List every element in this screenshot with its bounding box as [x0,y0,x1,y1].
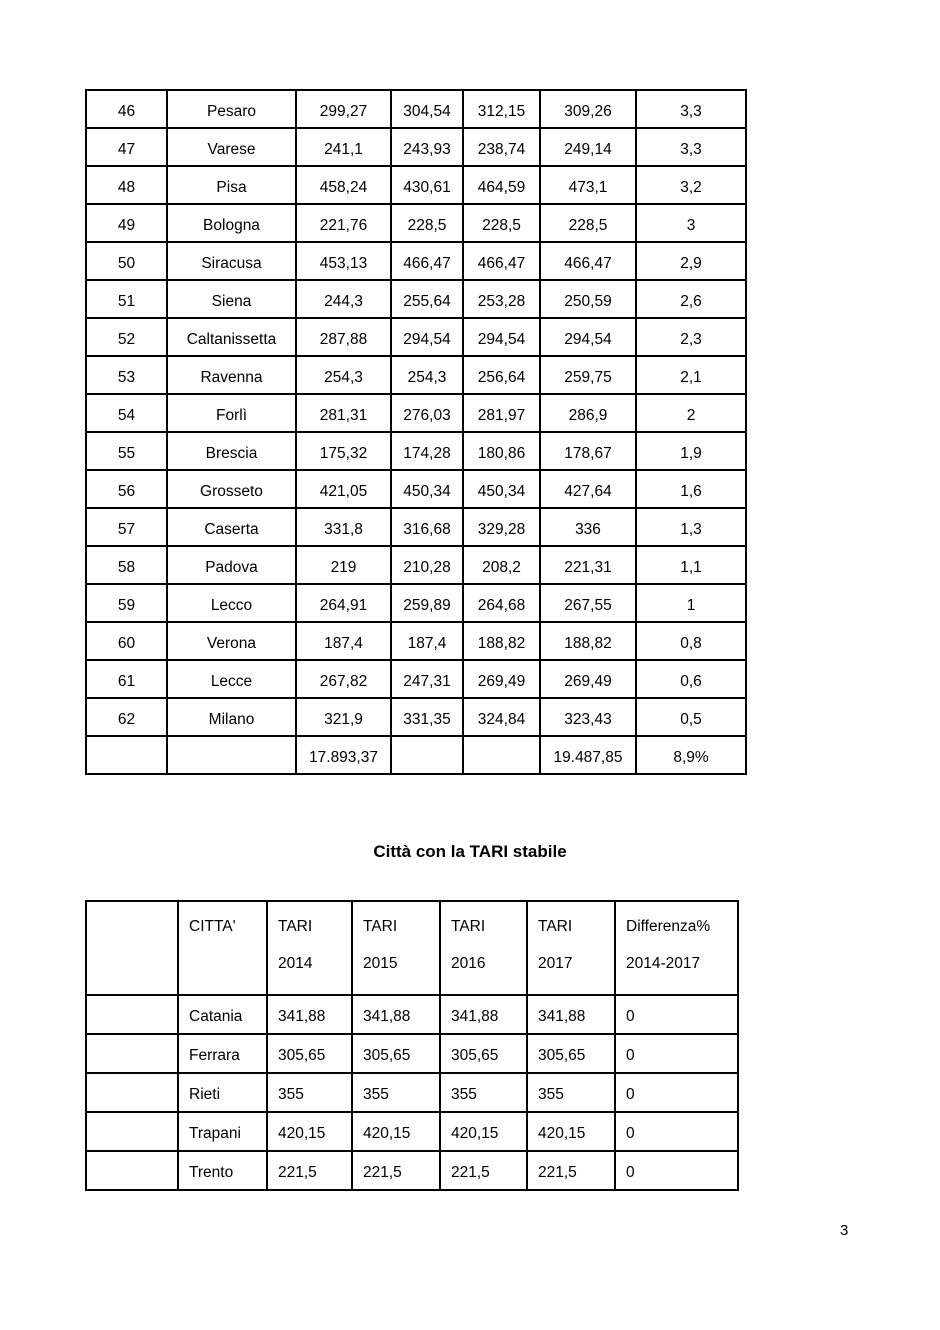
tari-stable-table-body [86,995,738,1190]
table-cell: Rieti [178,1073,267,1112]
table-cell: 281,31 [296,394,391,432]
table-cell [391,736,463,774]
table-cell: 341,88 [527,995,615,1034]
table-cell: Trento [178,1151,267,1190]
table-row [86,356,746,394]
table-cell: 253,28 [463,280,540,318]
table-row [86,90,746,128]
table-cell: 2 [636,394,746,432]
table-cell: 48 [86,166,167,204]
table-cell: 453,13 [296,242,391,280]
table-cell: 294,54 [463,318,540,356]
table-cell: 287,88 [296,318,391,356]
table-cell: Pisa [167,166,296,204]
table-row [86,432,746,470]
table-cell: 259,89 [391,584,463,622]
table-cell: 331,8 [296,508,391,546]
table-cell: 46 [86,90,167,128]
table-cell: 17.893,37 [296,736,391,774]
table-cell: 47 [86,128,167,166]
table-cell: 267,55 [540,584,636,622]
tari-ranking-table [85,89,747,775]
table-cell: 355 [267,1073,352,1112]
table-cell: 52 [86,318,167,356]
table-cell: 188,82 [463,622,540,660]
table-cell: 244,3 [296,280,391,318]
table-cell: 53 [86,356,167,394]
table-cell: 1,9 [636,432,746,470]
table-cell: 174,28 [391,432,463,470]
table-cell: 281,97 [463,394,540,432]
table-cell: 238,74 [463,128,540,166]
table-cell: 294,54 [391,318,463,356]
table-cell: 430,61 [391,166,463,204]
table-cell: 187,4 [296,622,391,660]
table-cell: 464,59 [463,166,540,204]
table-cell: 420,15 [527,1112,615,1151]
table-cell: Siracusa [167,242,296,280]
table-cell: 0 [615,995,738,1034]
table-cell: 267,82 [296,660,391,698]
table-cell: 2,6 [636,280,746,318]
table-cell: 450,34 [391,470,463,508]
table-cell: 299,27 [296,90,391,128]
table-cell: 247,31 [391,660,463,698]
table-cell: 55 [86,432,167,470]
table-cell: 269,49 [540,660,636,698]
table-row [86,1112,738,1151]
table-cell: Siena [167,280,296,318]
table-cell: 323,43 [540,698,636,736]
table-cell: Forlì [167,394,296,432]
table-cell [86,1112,178,1151]
table-cell: 50 [86,242,167,280]
table-cell: 269,49 [463,660,540,698]
table-cell: 420,15 [267,1112,352,1151]
table-cell: 466,47 [391,242,463,280]
table-cell: 316,68 [391,508,463,546]
table-cell: 341,88 [440,995,527,1034]
table-cell [86,1073,178,1112]
table-cell: 54 [86,394,167,432]
table-cell: Caltanissetta [167,318,296,356]
table-cell: Verona [167,622,296,660]
table-cell [167,736,296,774]
table-row [86,470,746,508]
table-cell: 221,5 [527,1151,615,1190]
table-cell: Lecco [167,584,296,622]
table-cell: 458,24 [296,166,391,204]
section-heading-tari-stabile: Città con la TARI stabile [373,842,567,861]
table-cell: 466,47 [540,242,636,280]
table-cell: 3,3 [636,128,746,166]
table-row [86,584,746,622]
table-cell: 221,76 [296,204,391,242]
table-row [86,1151,738,1190]
table-cell: 0,6 [636,660,746,698]
table-cell: 221,5 [440,1151,527,1190]
table-row [86,204,746,242]
table-cell: 466,47 [463,242,540,280]
table-cell: 59 [86,584,167,622]
table-cell: 259,75 [540,356,636,394]
table-cell: 250,59 [540,280,636,318]
table-cell: 187,4 [391,622,463,660]
table-cell: 56 [86,470,167,508]
table-cell: 421,05 [296,470,391,508]
table-cell: 221,5 [267,1151,352,1190]
table-cell: 355 [527,1073,615,1112]
table-row [86,1073,738,1112]
table-cell: 19.487,85 [540,736,636,774]
table-cell: Milano [167,698,296,736]
table-cell: 175,32 [296,432,391,470]
table-cell: 2,1 [636,356,746,394]
table-cell: Trapani [178,1112,267,1151]
table-cell: Differenza% 2014-2017 [615,901,738,995]
table-cell: 324,84 [463,698,540,736]
table-cell: 2,3 [636,318,746,356]
table-cell: 51 [86,280,167,318]
table-cell: 208,2 [463,546,540,584]
table-cell: TARI 2015 [352,901,440,995]
table-cell: 228,5 [463,204,540,242]
table-cell: 305,65 [440,1034,527,1073]
table-cell [86,736,167,774]
table-cell: 0,5 [636,698,746,736]
table-cell: 221,5 [352,1151,440,1190]
table-cell: Ferrara [178,1034,267,1073]
table-cell: Caserta [167,508,296,546]
table-cell [86,1034,178,1073]
table-cell: 355 [440,1073,527,1112]
table-cell: 264,68 [463,584,540,622]
table-cell: 8,9% [636,736,746,774]
table-cell: 58 [86,546,167,584]
table-cell [86,995,178,1034]
table-cell: 0 [615,1034,738,1073]
table-row [86,698,746,736]
table-cell: 309,26 [540,90,636,128]
table-cell: 178,67 [540,432,636,470]
table-cell: 329,28 [463,508,540,546]
table-cell: 241,1 [296,128,391,166]
table-row [86,546,746,584]
table-row [86,318,746,356]
table-row [86,1034,738,1073]
table-cell: CITTA' [178,901,267,995]
table-cell [86,1151,178,1190]
table-cell: 249,14 [540,128,636,166]
table-cell: 228,5 [540,204,636,242]
table-cell: 254,3 [391,356,463,394]
table-row [86,995,738,1034]
table-row [86,622,746,660]
table-row [86,508,746,546]
table-cell: 0 [615,1112,738,1151]
table-cell: 341,88 [267,995,352,1034]
table-cell: TARI 2017 [527,901,615,995]
table-cell: 305,65 [527,1034,615,1073]
table-cell: 331,35 [391,698,463,736]
table-cell: 450,34 [463,470,540,508]
table-cell: 341,88 [352,995,440,1034]
table-cell: 221,31 [540,546,636,584]
tari-stable-table [85,900,739,1191]
table-header-row [86,901,738,995]
table-cell: Padova [167,546,296,584]
table-cell: 3 [636,204,746,242]
table-cell: 60 [86,622,167,660]
table-cell: 1,1 [636,546,746,584]
table-cell: 254,3 [296,356,391,394]
table-cell: 1 [636,584,746,622]
table-cell: 294,54 [540,318,636,356]
table-row [86,128,746,166]
table-cell: 228,5 [391,204,463,242]
table-cell: 219 [296,546,391,584]
table-cell: Bologna [167,204,296,242]
table-cell: Catania [178,995,267,1034]
table-cell: 336 [540,508,636,546]
table-cell: 321,9 [296,698,391,736]
table-cell: 210,28 [391,546,463,584]
table-cell: 304,54 [391,90,463,128]
table-cell: 0,8 [636,622,746,660]
table-cell: 264,91 [296,584,391,622]
table-cell: 243,93 [391,128,463,166]
table-cell: 0 [615,1073,738,1112]
table-row [86,660,746,698]
table-cell: TARI 2016 [440,901,527,995]
table-cell: 420,15 [352,1112,440,1151]
table-cell: 473,1 [540,166,636,204]
table-cell [86,901,178,995]
table-cell: TARI 2014 [267,901,352,995]
table-row [86,242,746,280]
table-cell: 0 [615,1151,738,1190]
table-cell: 427,64 [540,470,636,508]
table-cell: 57 [86,508,167,546]
table-cell: Lecce [167,660,296,698]
page-number: 3 [840,1222,849,1239]
table-row [86,166,746,204]
table-cell: 180,86 [463,432,540,470]
table-row [86,736,746,774]
table-cell: 1,3 [636,508,746,546]
table-cell: 305,65 [267,1034,352,1073]
table-cell: Grosseto [167,470,296,508]
table-cell: 276,03 [391,394,463,432]
table-cell: 312,15 [463,90,540,128]
table-cell: Ravenna [167,356,296,394]
table-cell: 256,64 [463,356,540,394]
table-row [86,280,746,318]
table-cell: 3,3 [636,90,746,128]
table-cell: 286,9 [540,394,636,432]
table-cell: 305,65 [352,1034,440,1073]
tari-stable-table-header [86,901,738,995]
table-cell: 420,15 [440,1112,527,1151]
table-cell: 355 [352,1073,440,1112]
table-cell: Brescia [167,432,296,470]
table-cell: 255,64 [391,280,463,318]
table-cell: 62 [86,698,167,736]
table-cell [463,736,540,774]
table-cell: 49 [86,204,167,242]
table-cell: Pesaro [167,90,296,128]
table-cell: Varese [167,128,296,166]
table-cell: 61 [86,660,167,698]
table-cell: 2,9 [636,242,746,280]
tari-ranking-table-body [86,90,746,774]
table-cell: 1,6 [636,470,746,508]
table-cell: 188,82 [540,622,636,660]
table-row [86,394,746,432]
table-cell: 3,2 [636,166,746,204]
